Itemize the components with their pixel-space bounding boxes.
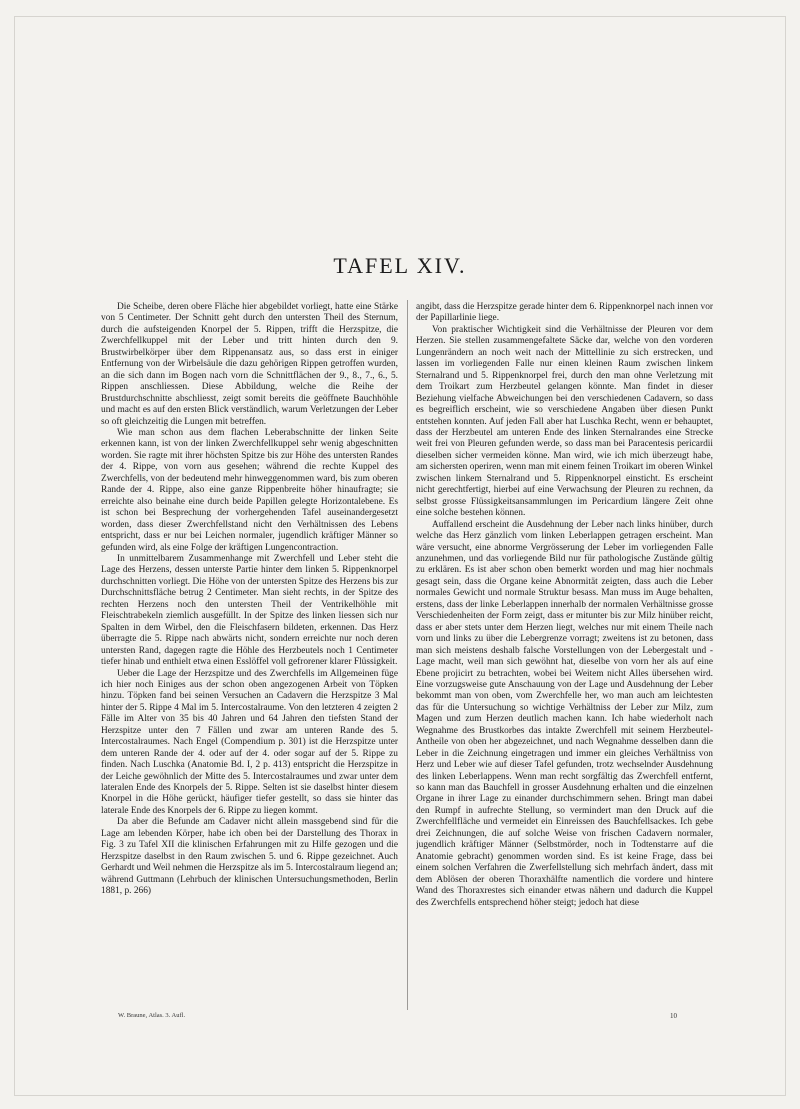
paragraph: Die Scheibe, deren obere Fläche hier abgebildet vorliegt, hatte eine Stärke von 5 Centimeter. Der Schnitt geht durch den untersten Theil des Sternum, durch die aufsteigenden Knorpel der 5. Rippen, trifft die Herzspitze, die Zwerchfellkuppel mit der Leber und tritt hinten durch den 9. Brustwirbelkörper über dem Rippenansatz aus, so dass erst in einiger Entfernung von der Wirbelsäule die dazu gehörigen Rippen getroffen wurden, an die sich dann im Bogen nach vorn die Schnittflächen der 9., 8., 7., 6., 5. Rippen anschliessen. Diese Abbildung, welche die Reihe der Brustdurchschnitte abschliesst, zeigt somit bereits die geöffnete Bauchhöhle und macht es auf den ersten Blick verständlich, warum Verletzungen der Leber so oft gleichzeitig die Lungen mit betreffen. [101,302,398,427]
paragraph: In unmittelbarem Zusammenhange mit Zwerchfell und Leber steht die Lage des Herzens, dessen unterste Partie hinter dem linken 5. Rippenknorpel durchschnitten vorliegt. Die Höhe von der untersten Spitze des Herzens bis zur Durchschnittsfläche betrug 2 Centimeter. Man sieht rechts, in der Spitze des rechten Herzens noch den untersten Theil der Ventrikelhöhle mit Fleischtrabekeln ziemlich ausgefüllt. In der Spitze des linken liessen sich nur Spalten in dem Wirbel, den die Fleischfasern bildeten, erkennen. Das Herz überragte die 5. Rippe nach abwärts nicht, sondern erreichte nur noch deren untersten Rand, dagegen ragte die Höhle des Herzbeutels noch 1 Centimeter tiefer hinab und enthielt etwa einen Esslöffel voll gefrorener klarer Flüssigkeit. [101,553,398,668]
left-column [101,302,398,1008]
paragraph: angibt, dass die Herzspitze gerade hinter dem 6. Rippenknorpel nach innen vor der Papillarlinie liege. [416,302,713,324]
paragraph: Da aber die Befunde am Cadaver nicht allein massgebend sind für die Lage am lebenden Körper, habe ich oben bei der Darstellung des Thorax in Fig. 3 zu Tafel XII die klinischen Erfahrungen mit zu Hilfe gezogen und die Herzspitze daselbst in den Raum zwischen 5. und 6. Rippe gezeichnet. Auch Gerhardt und Weil nehmen die Herzspitze als im 5. Intercostalraum liegend an; während Guttmann (Lehrbuch der klinischen Untersuchungsmethoden, Berlin 1881, p. 266) [101,817,398,897]
paragraph: Ueber die Lage der Herzspitze und des Zwerchfells im Allgemeinen füge ich hier noch Einiges aus der schon oben angezogenen Arbeit von Töpken hinzu. Töpken fand bei seinen Versuchen an Cadavern die Herzspitze 3 Mal hinter der 5. Rippe 4 Mal im 5. Intercostalraume. Von den letzteren 4 zeigten 2 Fälle im Alter von 35 bis 40 Jahren und 64 Jahren den tiefsten Stand der Herzspitze unter den 7 Fällen und zwar am unteren Rande des 5. Intercostalraumes. Nach Engel (Compendium p. 301) ist die Herzspitze unter dem unteren Rande der 4. oder auf der 4. oder sogar auf der 5. Rippe zu finden. Nach Luschka (Anatomie Bd. I, 2 p. 413) entspricht die Herzspitze in der Leiche gewöhnlich der Mitte des 5. Intercostalraumes und zwar unter dem lateralen Ende des Knorpels der 5. Rippe. Selten ist sie daselbst hinter diesem Knorpel in die Höhe gerückt, häufiger tiefer gestellt, so dass sie hinter das laterale Ende des Knorpels der 6. Rippe zu liegen kommt. [101,668,398,816]
footer-citation: W. Braune, Atlas. 3. Aufl. [118,1012,186,1019]
paragraph: Von praktischer Wichtigkeit sind die Verhältnisse der Pleuren vor dem Herzen. Sie stellen zusammengefaltete Säcke dar, welche von den vorderen Lungenrändern an noch weit nach der Mittellinie zu sich erstrecken, und lassen im vorliegenden Falle nur einen kleinen Raum zwischen linkem Sternalrand und 5. Rippenknorpel frei, durch den man ohne Verletzung mit dem Troikart zum Herzbeutel gelangen könnte. Man findet in dieser Beziehung vielfache Abweichungen bei den verschiedenen Cadavern, so dass es begreiflich erscheint, wie so verschiedene Angaben über diesen Punkt entstehen konnten. Auf jeden Fall aber hat Luschka Recht, wenn er behauptet, dass der Herzbeutel am unteren Ende des linken Sternalrandes eine Strecke weit frei von Pleuren gefunden werde, so dass man bei Paracentesis pericardii dieselben sicher vermeiden könne. Man wird, wie ich mich überzeugt habe, am sichersten operiren, wenn man mit einem feinen Troikart im oberen Winkel zwischen linkem Sternalrand und 5. Rippenknorpel einsticht. Es erscheint nicht gerechtfertigt, hierbei auf eine Verwachsung der Pleuren zu rechnen, da selbst grosse Flüssigkeitsansammlungen im Pericardium längere Zeit ohne eine solche bestehen können. [416,324,713,519]
page-title: TAFEL XIV. [333,253,467,278]
right-column [416,302,713,1008]
column-divider [407,300,408,1010]
paragraph: Wie man schon aus dem flachen Leberabschnitte der linken Seite erkennen kann, ist von der linken Zwerchfellkuppel sehr wenig abgeschnitten worden. Sie ragte mit ihrer höchsten Spitze bis zur Höhe des untersten Randes der 4. Rippe, von vorn aus gesehen; während die rechte Kuppel des Zwerchfells, von der bedeutend mehr hinweggenommen ward, bis zum oberen Rande der 4. Rippe, also eine ganze Rippenbreite höher hinaufragte; sie erreichte also beinahe eine durch beide Papillen gelegte Horizontalebene. Es ist schon bei Besprechung der vorhergehenden Tafel auseinandergesetzt worden, dass dieser Zwerchfellstand nicht den Verhältnissen des Lebens entspricht, dass er nur bei Leichen normaler, jugendlich kräftiger Männer so gefunden wird, als eine Folge der kräftigen Lungencontraction. [101,427,398,553]
paragraph: Auffallend erscheint die Ausdehnung der Leber nach links hinüber, durch welche das Herz gänzlich vom linken Leberlappen getragen erscheint. Man wäre versucht, eine abnorme Vergrösserung der Leber im vorliegenden Falle anzunehmen, und das vorliegende Bild nur für pathologische Zustände gültig zu erklären. Es ist aber schon oben bemerkt worden und mag hier nochmals gesagt sein, dass die Organe keine Abnormität zeigten, dass auch die Leber normales Gewicht und normale Struktur besass. Man muss im Auge behalten, erstens, dass der linke Leberlappen innerhalb der normalen Verhältnisse grosse Verschiedenheiten der Form zeigt, dass er mitunter bis zur Milz hinüber reicht, dass er aber stets unter dem Herzen liegt, welches nur mit einem Theile nach vorn und links zu über die Lebergrenze vorragt; zweitens ist zu betonen, dass man sich meistens deshalb falsche Vorstellungen von der Lebergestalt und -Lage macht, weil man sich gewöhnt hat, dieselbe von vorn her als auf eine Ebene projicirt zu betrachten, wobei bei Weitem nicht Alles übersehen wird. Eine vorzugsweise gute Anschauung von der Lage und Ausdehnung der Leber bekommt man von oben, vom Zwerchfelle her, wo man auch am leichtesten das für die Untersuchung so wichtige Verhältniss der Leber zur Milz, zum Magen und zum Herzen deutlich machen kann. Ich habe wiederholt nach Wegnahme des Brustkorbes das intakte Zwerchfell mit seinem Herzbeutel-Antheile von oben her abgezeichnet, und nach Wegnahme desselben dann die Leber in die Zeichnung eingetragen und immer ein gleiches Verhältniss von Herz und Leber wie auf dieser Tafel gefunden, trotz wechselnder Ausdehnung des linken Leberlappens. Wenn man recht sorgfältig das Zwerchfell entfernt, so kann man das Bauchfell in grosser Ausdehnung erhalten und die einzelnen Organe in ihrer Lage zu einander durchschimmern sehen. Bringt man dabei den Rumpf in aufrechte Stellung, so vermindert man den Druck auf die Zwerchfellfläche und vermeidet ein Einreissen des Bauchfellsackes. Ich gebe drei Zeichnungen, die auf solche Weise von frischen Cadavern normaler, jugendlich kräftiger Männer (Selbstmörder, noch in Todtenstarre auf die Anatomie gebracht) genommen worden sind. Es ist keine Frage, dass bei einem solchen Verfahren die Zwerfellstellung sich mehrfach ändert, dass mit dem Ablösen der oberen Thoraxhälfte namentlich die vordere und hintere Wand des Thoraxrestes sich einander etwas nähern und dadurch die Kuppel des Zwerchfells entsprechend höher steigt; jedoch hat diese [416,519,713,908]
page-number: 10 [670,1012,677,1020]
